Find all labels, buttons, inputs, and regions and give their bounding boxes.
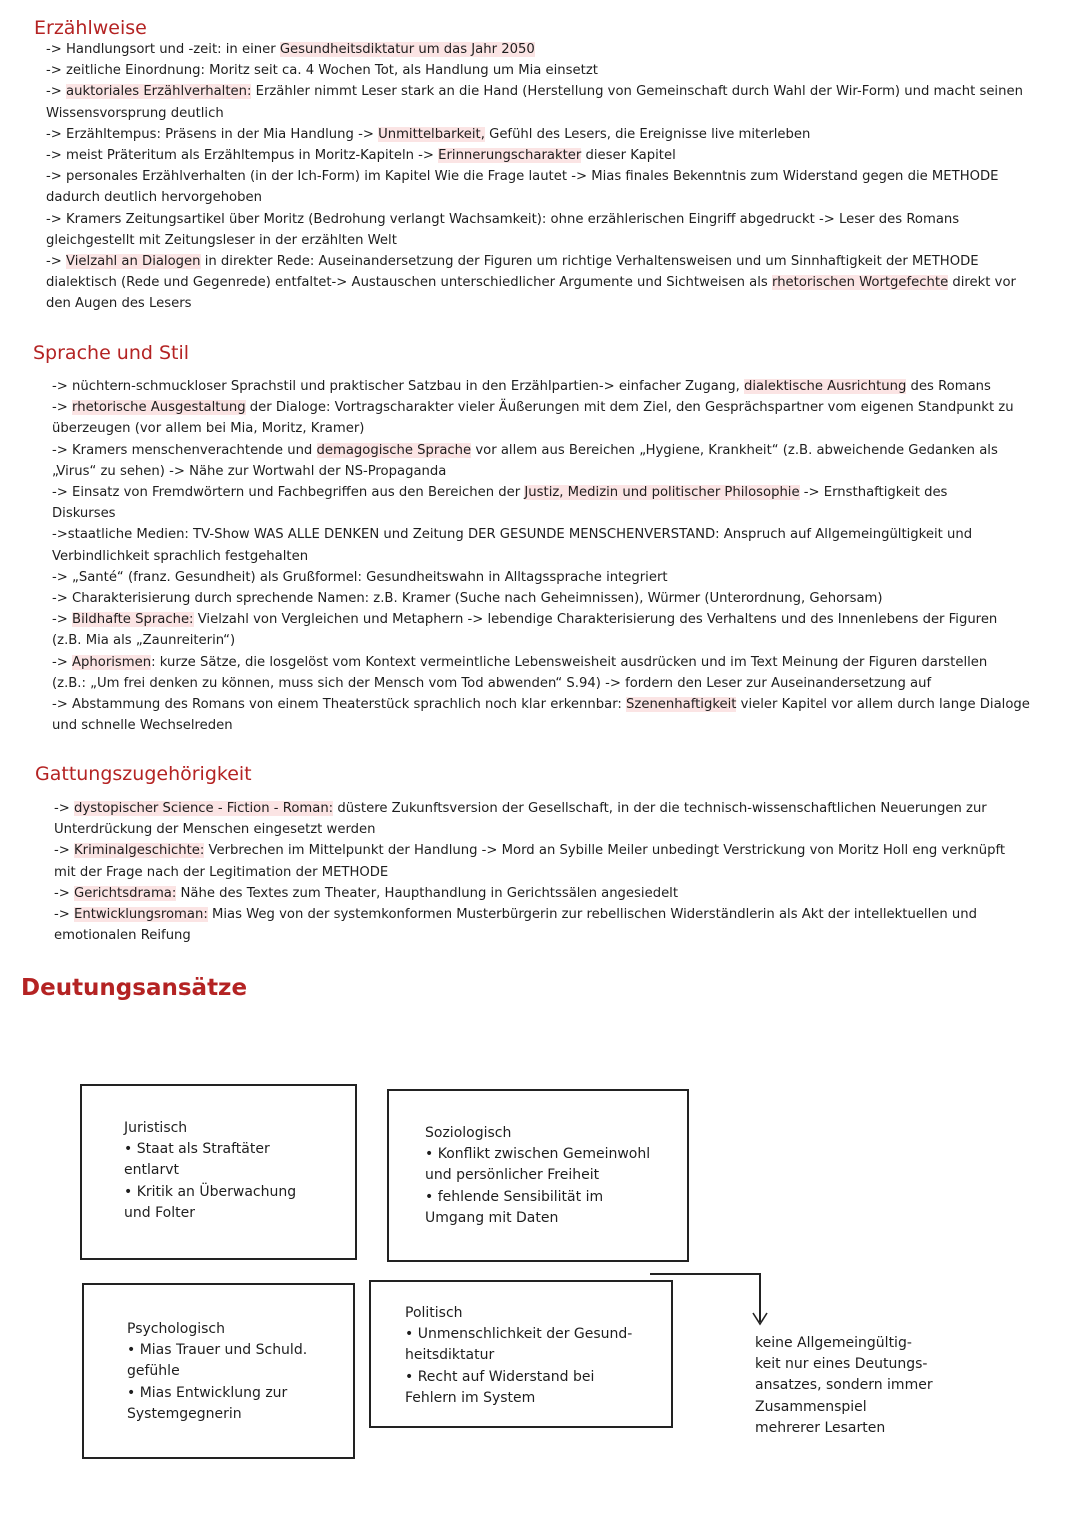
text-segment: -> Charakterisierung durch sprechende Namen: z.B. Kramer (Suche nach Geheimnissen), Würmer (Unterordnung, Gehorsam) (52, 591, 883, 607)
text-segment: emotionalen Reifung (54, 928, 191, 944)
note-line: keit nur eines Deutungs- (755, 1356, 928, 1373)
text-segment: -> Kramers menschenverachtende und (52, 442, 317, 458)
highlighted-term: Kriminalgeschichte: (74, 843, 205, 859)
text-segment: den Augen des Lesers (46, 296, 192, 312)
box-line: heitsdiktatur (405, 1347, 495, 1364)
box-line: • Staat als Straftäter (124, 1141, 270, 1158)
text-segment: -> Ernsthaftigkeit des (799, 485, 948, 501)
text-segment: -> Abstammung des Romans von einem Theaterstück sprachlich noch klar erkennbar: (52, 697, 627, 713)
text-segment: vieler Kapitel vor allem durch lange Dialoge (736, 697, 1030, 713)
highlighted-term: Vielzahl an Dialogen (66, 254, 201, 270)
text-segment: Nähe des Textes zum Theater, Haupthandlung in Gerichtssälen angesiedelt (176, 885, 679, 901)
note-line: keine Allgemeingültig- (755, 1335, 912, 1351)
section-title-erzaehlweise: Erzählweise (34, 17, 147, 39)
text-segment: -> (52, 400, 73, 416)
text-segment: -> (54, 801, 75, 816)
section-title-gattung: Gattungszugehörigkeit (35, 763, 252, 785)
text-segment: -> nüchtern-schmuckloser Sprachstil und praktischer Satzbau in den Erzählpartien-> einfacher Zugang, (52, 379, 744, 394)
highlighted-term: demagogische Sprache (316, 442, 472, 458)
highlighted-term: Gesundheitsdiktatur um das Jahr 2050 (279, 42, 535, 57)
text-segment: Mias Weg von der systemkonformen Musterbürgerin zur rebellischen Widerständlerin als Akt der intellektuellen und (207, 907, 978, 923)
highlighted-term: dialektische Ausrichtung (743, 379, 907, 394)
text-segment: in direkter Rede: Auseinandersetzung der Figuren um richtige Verhaltensweisen und um Sinnhaftigkeit der METHODE (200, 254, 979, 270)
section-title-deutung: Deutungsansätze (21, 975, 248, 1001)
text-segment: -> Erzähltempus: Präsens in der Mia Handlung -> (46, 126, 379, 142)
note-line: ansatzes, sondern immer (755, 1377, 933, 1394)
box-line: Systemgegnerin (127, 1405, 242, 1422)
box-line: Psychologisch (127, 1321, 226, 1337)
text-segment: (z.B.: „Um frei denken zu können, muss sich der Mensch vom Tod abwenden“ S.94) -> fordern den Leser zur Auseinandersetzung auf (52, 675, 932, 691)
text-segment: (z.B. Mia als „Zaunreiterin“) (52, 633, 236, 649)
text-segment: -> zeitliche Einordnung: Moritz seit ca. 4 Wochen Tot, als Handlung um Mia einsetzt (46, 63, 598, 79)
box-line: entlarvt (124, 1162, 179, 1179)
highlighted-term: Aphorismen (72, 654, 152, 670)
text-segment: Erzähler nimmt Leser stark an die Hand (Herstellung von Gemeinschaft durch Wahl der Wir-Form) und macht seinen (251, 84, 1023, 100)
text-segment: Verbindlichkeit sprachlich festgehalten (52, 548, 309, 564)
text-segment: -> (46, 84, 67, 100)
conclusion-note (755, 1333, 933, 1439)
box-line: Fehlern im System (405, 1389, 536, 1406)
highlighted-term: auktoriales Erzählverhalten: (66, 84, 252, 100)
text-segment: -> meist Präteritum als Erzähltempus in Moritz-Kapiteln -> (46, 148, 439, 164)
text-segment: überzeugen (vor allem bei Mia, Moritz, Kramer) (52, 421, 365, 437)
box-line: • Mias Entwicklung zur (127, 1384, 288, 1401)
text-segment: ->staatliche Medien: TV-Show WAS ALLE DENKEN und Zeitung DER GESUNDE MENSCHENVERSTAND: Anspruch auf Allgemeingültigkeit und (52, 527, 973, 543)
text-segment: -> (54, 843, 75, 859)
highlighted-term: Bildhafte Sprache: (72, 612, 194, 628)
text-segment: Unterdrückung der Menschen eingesetzt werden (54, 822, 376, 838)
text-segment: -> (54, 885, 75, 901)
box-line: • Kritik an Überwachung (124, 1183, 297, 1200)
highlighted-term: Justiz, Medizin und politischer Philosophie (524, 485, 800, 501)
text-segment: dieser Kapitel (581, 148, 676, 164)
highlighted-term: rhetorische Ausgestaltung (72, 400, 246, 416)
text-segment: und schnelle Wechselreden (52, 718, 233, 734)
highlighted-term: Unmittelbarkeit, (378, 126, 485, 142)
text-segment: -> (46, 254, 67, 270)
highlighted-term: Entwicklungsroman: (74, 907, 208, 923)
text-segment: der Dialoge: Vortragscharakter vieler Äußerungen mit dem Ziel, den Gesprächspartner vom eigenen Standpunkt zu (245, 400, 1014, 416)
text-segment: gleichgestellt mit Zeitungsleser in der erzählten Welt (46, 232, 397, 248)
text-segment: Gefühl des Lesers, die Ereignisse live miterleben (484, 126, 811, 142)
box-line: und Folter (124, 1204, 195, 1221)
highlighted-term: dystopischer Science - Fiction - Roman: (74, 801, 334, 816)
text-segment: : kurze Sätze, die losgelöst vom Kontext vermeintliche Lebensweisheit ausdrücken und im Text Meinung der Figuren darstellen (151, 654, 988, 670)
text-segment: vor allem aus Bereichen „Hygiene, Krankheit“ (z.B. abweichende Gedanken als (471, 442, 998, 458)
box-line: und persönlicher Freiheit (425, 1167, 600, 1184)
highlighted-term: Szenenhaftigkeit (626, 697, 737, 713)
box-line: • Recht auf Widerstand bei (405, 1368, 595, 1385)
text-segment: -> Handlungsort und -zeit: in einer (46, 42, 280, 57)
box-line: gefühle (127, 1363, 180, 1380)
note-line: mehrerer Lesarten (755, 1419, 886, 1436)
highlighted-term: rhetorischen Wortgefechte (772, 275, 949, 291)
box-line: • Konflikt zwischen Gemeinwohl (425, 1146, 651, 1163)
text-segment: -> (54, 907, 75, 923)
text-segment: Wissensvorsprung deutlich (46, 105, 224, 121)
text-segment: dialektisch (Rede und Gegenrede) entfaltet-> Austauschen unterschiedlicher Argumente und Sichtweisen als (46, 275, 772, 291)
text-segment: -> (52, 654, 73, 670)
text-segment: „Virus“ zu sehen) -> Nähe zur Wortwahl der NS-Propaganda (52, 463, 447, 479)
text-segment: des Romans (906, 379, 991, 394)
text-segment: -> personales Erzählverhalten (in der Ich-Form) im Kapitel Wie die Frage lautet -> Mias finales Bekenntnis zum Widerstand gegen die METHODE (46, 169, 999, 185)
highlighted-term: Gerichtsdrama: (74, 885, 177, 901)
box-line: • Mias Trauer und Schuld. (127, 1342, 308, 1359)
box-line: Umgang mit Daten (425, 1209, 559, 1226)
box-line: • Unmenschlichkeit der Gesund- (405, 1326, 633, 1343)
section-title-sprache: Sprache und Stil (33, 342, 190, 364)
text-segment: dadurch deutlich hervorgehoben (46, 190, 262, 206)
box-line: Soziologisch (425, 1125, 512, 1141)
highlighted-term: Erinnerungscharakter (438, 148, 582, 164)
text-segment: -> Einsatz von Fremdwörtern und Fachbegriffen aus den Bereichen der (52, 485, 525, 501)
text-segment: mit der Frage nach der Legitimation der METHODE (54, 864, 389, 880)
text-segment: -> Kramers Zeitungsartikel über Moritz (Bedrohung verlangt Wachsamkeit): ohne erzählerischen Eingriff abgedruckt -> Leser des Romans (46, 211, 960, 227)
text-segment: Vielzahl von Vergleichen und Metaphern -> lebendige Charakterisierung des Verhaltens und des Innenlebens der Figuren (193, 612, 998, 628)
text-segment: -> „Santé“ (franz. Gesundheit) als Grußformel: Gesundheitswahn in Alltagssprache integriert (52, 569, 668, 585)
text-segment: düstere Zukunftsversion der Gesellschaft, in der die technisch-wissenschaftlichen Neuerungen zur (333, 801, 987, 816)
note-line: Zusammenspiel (755, 1398, 867, 1415)
text-segment: Diskurses (52, 506, 116, 522)
text-segment: -> (52, 612, 73, 628)
text-segment: direkt vor (948, 275, 1016, 291)
box-line: Politisch (405, 1305, 463, 1321)
box-line: • fehlende Sensibilität im (425, 1188, 604, 1205)
box-line: Juristisch (124, 1120, 188, 1136)
text-segment: Verbrechen im Mittelpunkt der Handlung -> Mord an Sybille Meiler unbedingt Verstrickung von Moritz Holl eng verknüpft (204, 843, 1006, 859)
